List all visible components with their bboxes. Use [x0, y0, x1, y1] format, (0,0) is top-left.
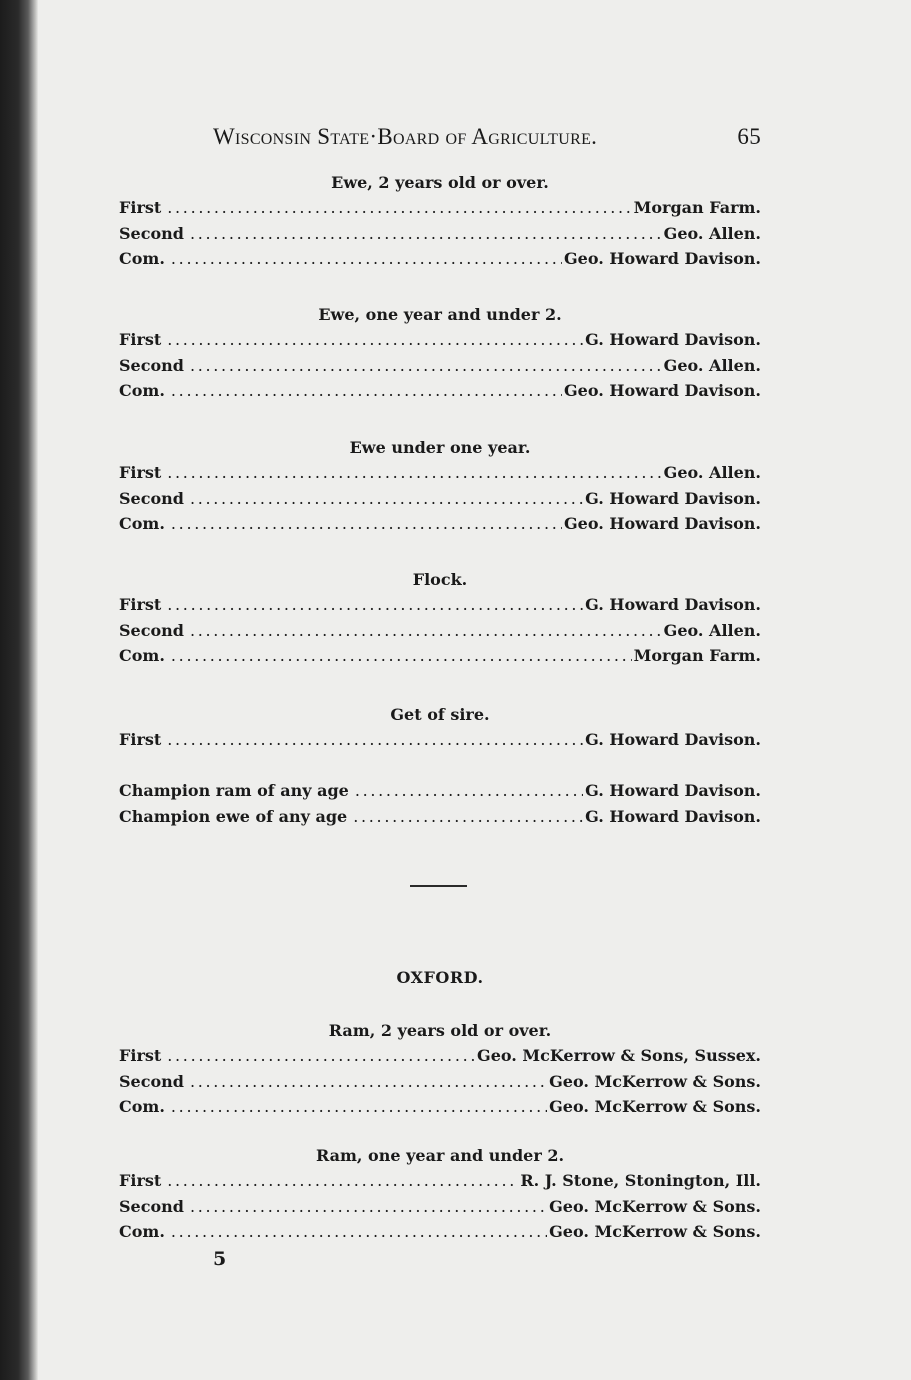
award-label: Com.: [119, 249, 165, 268]
award-row: [119, 1219, 761, 1245]
section-ewe-2-years: [119, 171, 761, 272]
award-label: First: [119, 595, 162, 614]
award-row: [119, 1194, 761, 1220]
award-row: [119, 246, 761, 272]
leader-dots: [171, 1094, 547, 1120]
section-oxford-ram-one-year: [119, 1144, 761, 1245]
award-row: [119, 727, 761, 753]
leader-dots: [171, 378, 562, 404]
award-value: G. Howard Davison.: [585, 806, 761, 826]
leader-dots: [171, 643, 632, 669]
award-label: Com.: [119, 1097, 165, 1116]
running-head: [213, 124, 761, 154]
award-label: Second: [119, 488, 184, 508]
leader-dots: [190, 221, 662, 247]
award-value: Geo. Allen.: [663, 223, 761, 243]
award-row: [119, 592, 761, 618]
award-row: [119, 1043, 761, 1069]
award-value: Geo. McKerrow & Sons.: [549, 1071, 761, 1091]
award-value: G. Howard Davison.: [585, 488, 761, 508]
section-oxford-ram-2-years: [119, 1019, 761, 1120]
leader-dots: [171, 1219, 547, 1245]
award-row: [119, 511, 761, 537]
award-row: [119, 353, 761, 379]
leader-dots: [190, 486, 583, 512]
section-title: Get of sire.: [390, 705, 490, 724]
award-value: Geo. Howard Davison.: [564, 381, 761, 400]
award-row: [119, 804, 761, 830]
award-row: [119, 221, 761, 247]
signature-mark: 5: [213, 1248, 227, 1270]
leader-dots: [171, 246, 562, 272]
section-ewe-under-one-year: [119, 436, 761, 537]
award-label: Com.: [119, 514, 165, 533]
award-value: Geo. Allen.: [663, 355, 761, 375]
award-value: Geo. McKerrow & Sons.: [549, 1196, 761, 1216]
award-row: [119, 195, 761, 221]
breed-heading: OXFORD.: [396, 968, 484, 987]
section-title: Flock.: [412, 570, 468, 589]
leader-dots: [167, 1168, 518, 1194]
section-title: Ram, 2 years old or over.: [328, 1021, 552, 1040]
award-value: Morgan Farm.: [633, 646, 761, 665]
award-label: Second: [119, 620, 184, 640]
award-value: Geo. McKerrow & Sons.: [549, 1097, 761, 1116]
leader-dots: [353, 804, 583, 830]
leader-dots: [190, 1194, 547, 1220]
award-label: Com.: [119, 1222, 165, 1241]
award-value: Morgan Farm.: [633, 198, 761, 217]
section-title: Ram, one year and under 2.: [315, 1146, 565, 1165]
leader-dots: [167, 195, 631, 221]
section-divider-rule: [410, 885, 467, 887]
award-label: First: [119, 1046, 162, 1065]
running-head-title: Wisconsin State·Board of Agriculture.: [213, 124, 598, 149]
award-row: [119, 618, 761, 644]
award-row: [119, 378, 761, 404]
award-row: [119, 460, 761, 486]
award-value: Geo. McKerrow & Sons, Sussex.: [477, 1046, 761, 1065]
section-flock: [119, 568, 761, 669]
award-label: First: [119, 330, 162, 349]
award-value: R. J. Stone, Stonington, Ill.: [520, 1171, 761, 1190]
award-label: Champion ewe of any age: [119, 806, 348, 826]
section-get-of-sire: [119, 703, 761, 753]
award-label: First: [119, 463, 162, 482]
leader-dots: [190, 353, 662, 379]
award-row: [119, 643, 761, 669]
award-value: G. Howard Davison.: [585, 781, 761, 800]
award-value: G. Howard Davison.: [585, 330, 761, 349]
section-title: Ewe under one year.: [349, 438, 531, 457]
leader-dots: [190, 618, 662, 644]
leader-dots: [167, 327, 583, 353]
award-row: [119, 1069, 761, 1095]
award-value: Geo. McKerrow & Sons.: [549, 1222, 761, 1241]
award-row: [119, 1168, 761, 1194]
award-label: Second: [119, 355, 184, 375]
section-ewe-one-year: [119, 303, 761, 404]
leader-dots: [171, 511, 562, 537]
leader-dots: [167, 727, 583, 753]
leader-dots: [355, 778, 583, 804]
award-value: Geo. Allen.: [663, 620, 761, 640]
award-row: [119, 327, 761, 353]
award-label: Com.: [119, 381, 165, 400]
award-value: G. Howard Davison.: [585, 595, 761, 614]
award-value: Geo. Howard Davison.: [564, 249, 761, 268]
leader-dots: [167, 460, 661, 486]
award-label: Second: [119, 1071, 184, 1091]
award-label: First: [119, 198, 162, 217]
award-label: Second: [119, 1196, 184, 1216]
section-title: Ewe, one year and under 2.: [318, 305, 562, 324]
award-label: First: [119, 1171, 162, 1190]
section-champions: [119, 778, 761, 829]
leader-dots: [167, 1043, 475, 1069]
award-row: [119, 778, 761, 804]
award-label: Champion ram of any age: [119, 781, 349, 800]
award-value: G. Howard Davison.: [585, 730, 761, 749]
leader-dots: [190, 1069, 547, 1095]
award-row: [119, 1094, 761, 1120]
award-label: Com.: [119, 646, 165, 665]
award-row: [119, 486, 761, 512]
award-label: First: [119, 730, 162, 749]
award-value: Geo. Howard Davison.: [564, 514, 761, 533]
section-title: Ewe, 2 years old or over.: [331, 173, 549, 192]
leader-dots: [167, 592, 583, 618]
page-number: 65: [737, 124, 761, 149]
award-label: Second: [119, 223, 184, 243]
award-value: Geo. Allen.: [663, 463, 761, 482]
